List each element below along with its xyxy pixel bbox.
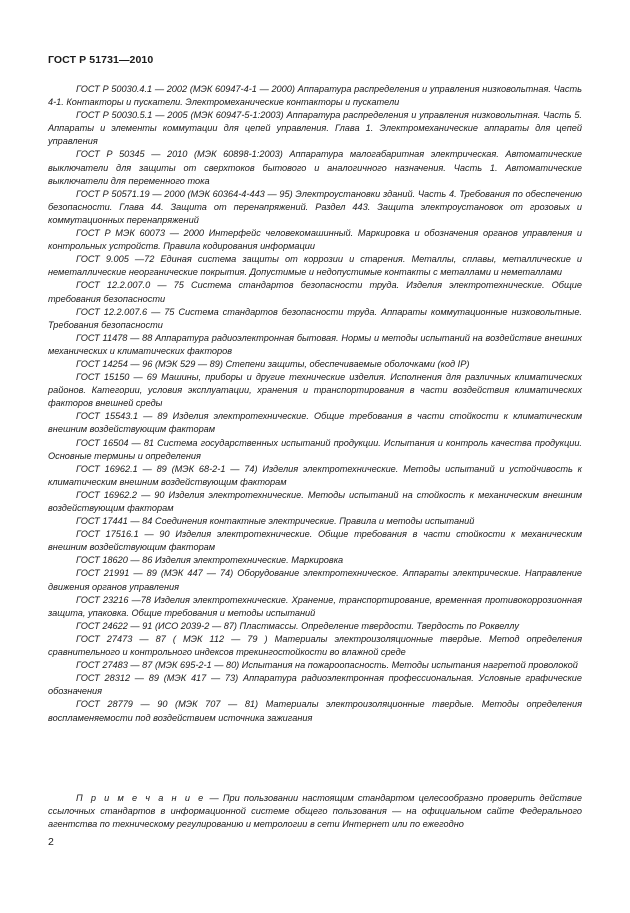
reference-item: ГОСТ 15543.1 — 89 Изделия электротехнические. Общие требования в части стойкости к климатическим внешним воздействующим факторам <box>48 411 582 435</box>
page-number: 2 <box>48 836 54 848</box>
normative-references-list <box>48 83 582 725</box>
reference-item: ГОСТ 16962.1 — 89 (МЭК 68-2-1 — 74) Изделия электротехнические. Методы испытаний и устойчивость к климатическим внешним воздействующим факторам <box>48 463 582 487</box>
document-header: ГОСТ Р 51731—2010 <box>48 54 154 66</box>
reference-item: ГОСТ 27483 — 87 (МЭК 695-2-1 — 80) Испытания на пожароопасность. Методы испытания нагретой проволокой <box>76 660 578 671</box>
reference-item: ГОСТ 16504 — 81 Система государственных испытаний продукции. Испытания и контроль качества продукции. Основные термины и определения <box>48 437 582 461</box>
reference-item: ГОСТ 16962.2 — 90 Изделия электротехнические. Методы испытаний на стойкость к механическим внешним воздействующим факторам <box>48 489 582 513</box>
reference-item: ГОСТ 28779 — 90 (МЭК 707 — 81) Материалы электроизоляционные твердые. Методы определения воспламеняемости под воздействием источника зажигания <box>48 699 582 723</box>
reference-item: ГОСТ 17516.1 — 90 Изделия электротехнические. Общие требования в части стойкости к механическим внешним воздействующим факторам <box>48 529 582 553</box>
reference-item: ГОСТ 27473 — 87 ( МЭК 112 — 79 ) Материалы электроизоляционные твердые. Метод определения сравнительного и контрольного индексов трекингостойкости во влажной среде <box>48 633 582 658</box>
reference-item: ГОСТ 23216 —78 Изделия электротехнические. Хранение, транспортирование, временная противокоррозионная защита, упаковка. Общие требования и методы испытаний <box>48 594 582 618</box>
reference-item: ГОСТ 24622 — 91 (ИСО 2039-2 — 87) Пластмассы. Определение твердости. Твердость по Роквеллу <box>76 620 519 631</box>
note-label: П р и м е ч а н и е <box>76 793 206 803</box>
reference-item: ГОСТ Р 50345 — 2010 (МЭК 60898-1:2003) Аппаратура малогабаритная электрическая. Автоматические выключатели для защиты от сверхтоков бытового и аналогичного назначения. Часть 1. Автоматические выключатели для переменного тока <box>48 149 582 186</box>
reference-item: ГОСТ 9.005 —72 Единая система защиты от коррозии и старения. Металлы, сплавы, металлические и неметаллические неорганические покрытия. Допустимые и недопустимые контакты с металлами и неметаллами <box>48 254 582 278</box>
reference-item: ГОСТ 15150 — 69 Машины, приборы и другие технические изделия. Исполнения для различных климатических районов. Категории, условия эксплуатации, хранения и транспортирования в части воздействия климатических факторов внешней среды <box>48 372 582 409</box>
note-paragraph <box>48 792 582 831</box>
reference-item: ГОСТ 28312 — 89 (МЭК 417 — 73) Аппаратура радиоэлектронная профессиональная. Условные графические обозначения <box>48 673 582 697</box>
reference-item: ГОСТ 11478 — 88 Аппаратура радиоэлектронная бытовая. Нормы и методы испытаний на воздействие внешних механических и климатических факторов <box>48 332 582 356</box>
reference-item: ГОСТ 12.2.007.6 — 75 Система стандартов безопасности труда. Аппараты коммутационные низковольтные. Требования безопасности <box>48 306 582 330</box>
reference-item: ГОСТ 21991 — 89 (МЭК 447 — 74) Оборудование электротехническое. Аппараты электрические. Направление движения органов управления <box>48 568 582 592</box>
reference-item: ГОСТ Р 50030.4.1 — 2002 (МЭК 60947-4-1 — 2000) Аппаратура распределения и управления низковольтная. Часть 4-1. Контакторы и пускатели. Электромеханические контакторы и пускатели <box>48 84 582 108</box>
reference-item: ГОСТ 14254 — 96 (МЭК 529 — 89) Степени защиты, обеспечиваемые оболочками (код IP) <box>76 358 470 369</box>
reference-item: ГОСТ Р 50571.19 — 2000 (МЭК 60364-4-443 — 95) Электроустановки зданий. Часть 4. Требования по обеспечению безопасности. Глава 44. Защита от перенапряжений. Раздел 443. Защита электроустановок от грозовых и коммутационных перенапряжений <box>48 188 582 225</box>
reference-item: ГОСТ Р МЭК 60073 — 2000 Интерфейс человекомашинный. Маркировка и обозначения органов управления и контрольных устройств. Правила кодирования информации <box>48 228 582 252</box>
reference-item: ГОСТ 18620 — 86 Изделия электротехнические. Маркировка <box>76 555 344 566</box>
reference-item: ГОСТ 12.2.007.0 — 75 Система стандартов безопасности труда. Изделия электротехнические. Общие требования безопасности <box>48 280 582 304</box>
note-text: — При пользовании настоящим стандартом целесообразно проверить действие ссылочных стандартов в информационной системе общего пользования — на официальном сайте Федерального агентства по техническому регулированию и метрологии в сети Интернет или по ежегодно <box>48 793 582 830</box>
reference-item: ГОСТ Р 50030.5.1 — 2005 (МЭК 60947-5-1:2003) Аппаратура распределения и управления низковольтная. Часть 5. Аппараты и элементы коммутации для цепей управления. Глава 1. Электромеханические аппараты для цепей управления <box>48 110 582 147</box>
reference-item: ГОСТ 17441 — 84 Соединения контактные электрические. Правила и методы испытаний <box>76 516 475 527</box>
